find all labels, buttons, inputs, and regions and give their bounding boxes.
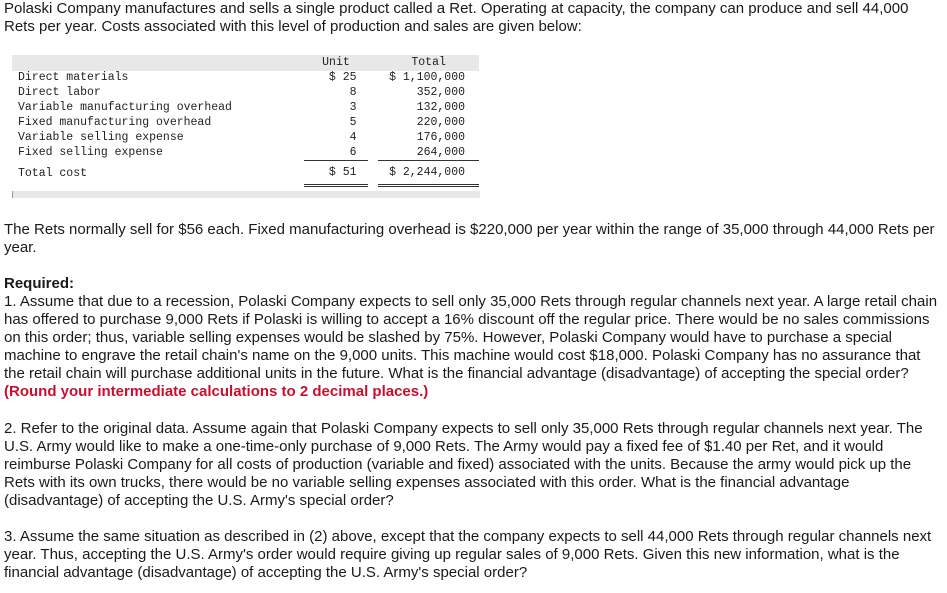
table-header-row — [12, 55, 479, 70]
rounding-instruction: (Round your intermediate calculations to 2 decimal places.) — [4, 383, 429, 400]
total-label: Total cost — [18, 166, 88, 180]
header-label — [12, 55, 304, 70]
required-heading: Required: — [4, 275, 75, 292]
question-3: 3. Assume the same situation as described in (2) above, except that the company expects to sell 44,000 Rets through regular channels next year. Thus, accepting the U.S. Army's order would require giving up regular sales of 9,000 Rets. Given this new information, what is the financial advantage (disadvantage) of accepting the U.S. Army's special order? — [4, 528, 932, 581]
row-unit: 8 — [349, 86, 357, 99]
total-unit: $ 51 — [304, 161, 367, 186]
row-total: 132,000 — [416, 101, 465, 114]
total-row — [12, 161, 479, 186]
row-unit: 3 — [349, 101, 357, 114]
question-1-text: 1. Assume that due to a recession, Polaski Company expects to sell only 35,000 Rets through regular channels next year. A large retail chain has offered to purchase 9,000 Rets if Polaski is willing to accept a 16% discount off the regular price. There would be no sales commissions on this order; thus, variable selling expenses would be slashed by 75%. However, Polaski Company would have to purchase a special machine to engrave the retail chain's name on the 9,000 units. This machine would cost $18,000. Polaski Company has no assurance that the retail chain will purchase additional units in the future. What is the financial advantage (disadvantage) of accepting the special order? — [4, 293, 938, 382]
intro-paragraph: Polaski Company manufactures and sells a single product called a Ret. Operating at capacity, the company can produce and sell 44,000 Rets per year. Costs associated with this level of production and sales are given below: — [4, 0, 909, 35]
row-unit: $ 25 — [328, 71, 357, 84]
cost-table — [12, 55, 479, 187]
cost-table-container — [12, 55, 479, 185]
row-total: 352,000 — [416, 86, 465, 99]
header-unit: Unit — [322, 56, 350, 69]
price-paragraph: The Rets normally sell for $56 each. Fixed manufacturing overhead is $220,000 per year within the range of 35,000 through 44,000 Rets per year. — [4, 221, 935, 256]
table-row — [12, 115, 479, 130]
row-unit: 6 — [304, 145, 367, 161]
row-label: Fixed selling expense — [18, 146, 163, 160]
row-label: Direct materials — [18, 71, 129, 84]
question-1 — [4, 293, 942, 401]
row-unit: 4 — [349, 131, 357, 144]
row-unit: 5 — [349, 116, 357, 129]
row-total: 264,000 — [378, 145, 479, 161]
row-label: Variable manufacturing overhead — [18, 101, 232, 114]
table-row — [12, 70, 479, 85]
header-total: Total — [411, 56, 446, 69]
row-total: $ 1,100,000 — [389, 71, 465, 84]
row-label: Variable selling expense — [18, 131, 184, 144]
question-2: 2. Refer to the original data. Assume again that Polaski Company expects to sell only 35,000 Rets through regular channels next year. The U.S. Army would like to make a one-time-only purchase of 9,000 Rets. The Army would pay a fixed fee of $1.40 per Ret, and it would reimburse Polaski Company for all costs of production (variable and fixed) associated with the units. Because the army would pick up the Rets with its own trucks, there would be no variable selling expenses associated with this order. What is the financial advantage (disadvantage) of accepting the U.S. Army's special order? — [4, 420, 923, 509]
row-label: Direct labor — [18, 86, 101, 99]
table-row — [12, 130, 479, 145]
table-row — [12, 100, 479, 115]
table-row — [12, 145, 479, 161]
total-amount: $ 2,244,000 — [378, 161, 479, 186]
row-total: 220,000 — [416, 116, 465, 129]
table-row — [12, 85, 479, 100]
row-total: 176,000 — [416, 131, 465, 144]
row-label: Fixed manufacturing overhead — [18, 116, 212, 129]
table-scroll-bar — [12, 191, 480, 198]
